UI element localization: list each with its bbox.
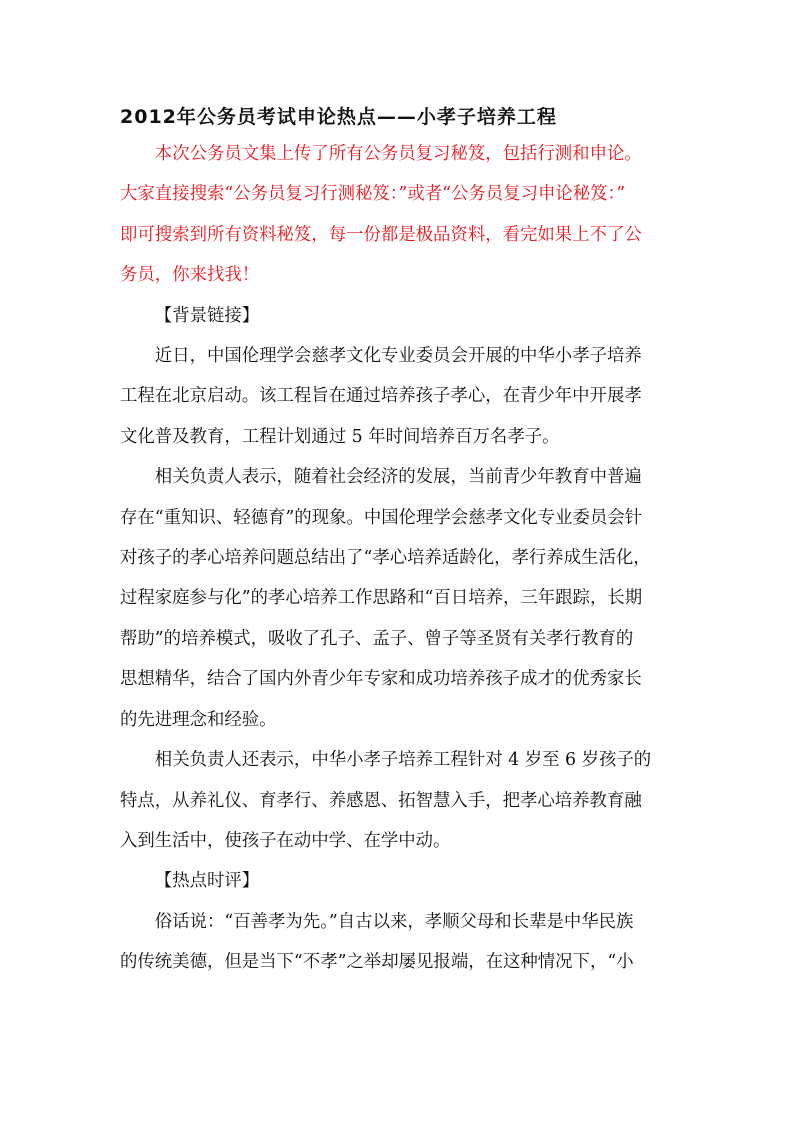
document-title: 2012年公务员考试申论热点——小孝子培养工程 xyxy=(120,106,557,128)
background-heading: 【背景链接】 xyxy=(154,305,260,326)
paragraph-line: 相关负责人还表示，中华小孝子培养工程针对 4 岁至 6 岁孩子的 xyxy=(154,750,652,771)
intro-line: 大家直接搜索“公务员复习行测秘笈：”或者“公务员复习申论秘笈：” xyxy=(120,184,626,205)
comment-heading: 【热点时评】 xyxy=(154,871,260,892)
background-paragraph-1 xyxy=(120,336,680,457)
intro-notice xyxy=(120,134,680,296)
paragraph-line: 相关负责人表示，随着社会经济的发展，当前青少年教育中普遍 xyxy=(154,467,642,488)
paragraph-line: 俗话说：“百善孝为先。”自古以来，孝顺父母和长辈是中华民族 xyxy=(154,911,634,932)
paragraph-line: 特点，从养礼仪、育孝行、养感恩、拓智慧入手，把孝心培养教育融 xyxy=(120,790,642,811)
background-paragraph-3 xyxy=(120,740,680,861)
paragraph-line: 存在“重知识、轻德育”的现象。中国伦理学会慈孝文化专业委员会针 xyxy=(120,507,643,528)
paragraph-line: 文化普及教育，工程计划通过 5 年时间培养百万名孝子。 xyxy=(120,426,560,447)
paragraph-line: 过程家庭参与化”的孝心培养工作思路和“百日培养，三年跟踪，长期 xyxy=(120,588,643,609)
paragraph-line: 思想精华，结合了国内外青少年专家和成功培养孩子成才的优秀家长 xyxy=(120,669,642,690)
comment-paragraph-1 xyxy=(120,902,680,983)
paragraph-line: 近日，中国伦理学会慈孝文化专业委员会开展的中华小孝子培养 xyxy=(154,346,642,367)
intro-line: 本次公务员文集上传了所有公务员复习秘笈，包括行测和申论。 xyxy=(154,144,642,164)
paragraph-line: 对孩子的孝心培养问题总结出了“孝心培养适龄化，孝行养成生活化， xyxy=(120,548,651,569)
intro-line: 即可搜索到所有资料秘笈，每一份都是极品资料，看完如果上不了公 xyxy=(120,224,642,245)
document-page xyxy=(120,100,680,983)
paragraph-line: 帮助”的培养模式，吸收了孔子、孟子、曾子等圣贤有关孝行教育的 xyxy=(120,628,634,649)
background-paragraph-2 xyxy=(120,457,680,740)
paragraph-line: 的传统美德，但是当下“不孝”之举却屡见报端，在这种情况下，“小 xyxy=(120,952,634,973)
paragraph-line: 的先进理念和经验。 xyxy=(120,709,277,730)
paragraph-line: 工程在北京启动。该工程旨在通过培养孩子孝心，在青少年中开展孝 xyxy=(120,386,642,407)
intro-line: 务员，你来找我！ xyxy=(120,265,260,286)
paragraph-line: 入到生活中，使孩子在动中学、在学中动。 xyxy=(120,830,451,851)
